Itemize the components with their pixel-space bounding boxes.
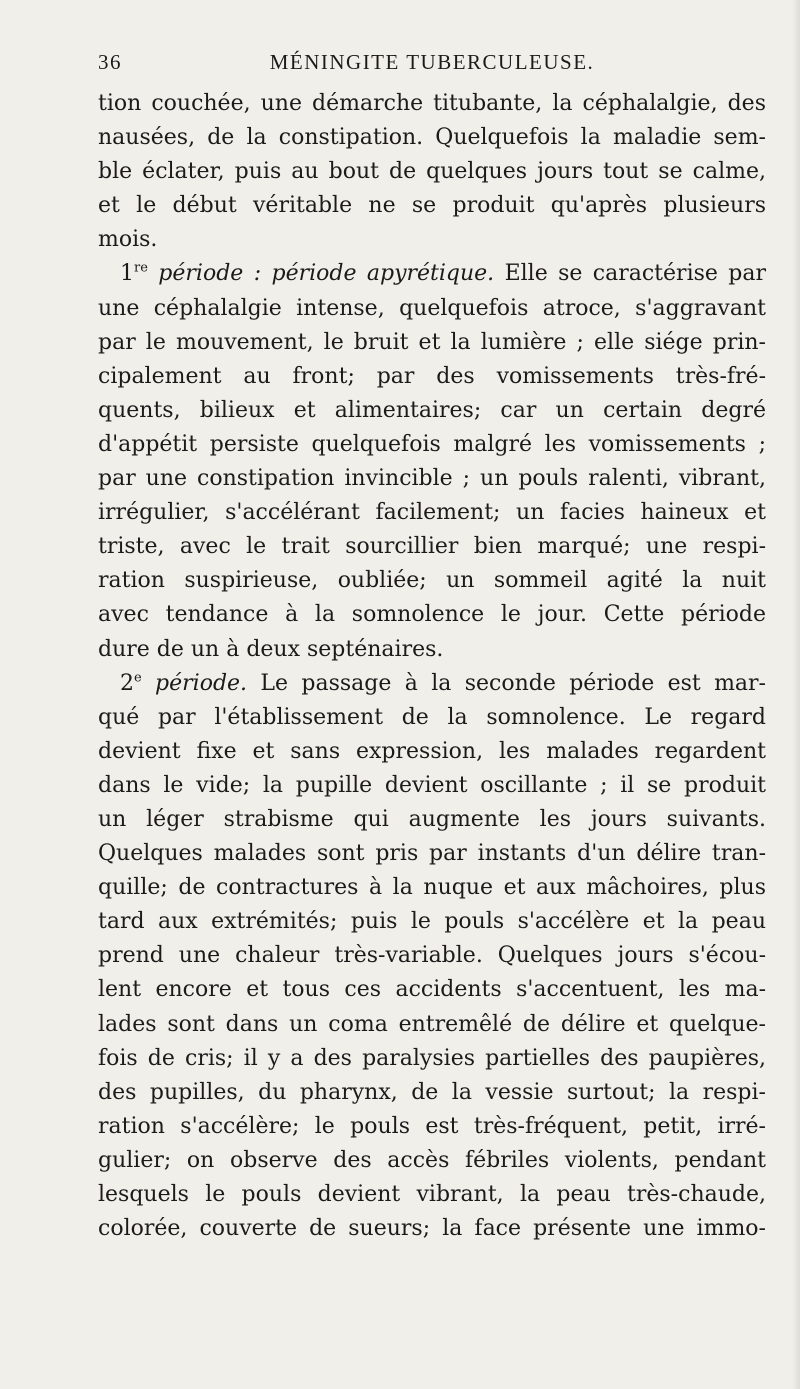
text-line: devient fixe et sans expression, les malades regardent bbox=[98, 738, 766, 764]
text-line: triste, avec le trait sourcillier bien marqué; une respi- bbox=[98, 534, 766, 560]
page-edge-shadow bbox=[792, 0, 800, 1389]
text-line: une céphalalgie intense, quelquefois atroce, s'aggravant bbox=[98, 295, 766, 321]
text-line: quents, bilieux et alimentaires; car un certain degré bbox=[98, 397, 766, 423]
text-line: par une constipation invincible ; un pouls ralenti, vibrant, bbox=[98, 466, 766, 492]
text-line: lades sont dans un coma entremêlé de délire et quelque- bbox=[98, 1011, 766, 1037]
text-line: ration s'accélère; le pouls est très-fréquent, petit, irré- bbox=[98, 1113, 766, 1139]
text-line: d'appétit persiste quelquefois malgré les vomissements ; bbox=[98, 431, 766, 457]
text-line: lesquels le pouls devient vibrant, la peau très-chaude, bbox=[98, 1182, 766, 1207]
text-line: des pupilles, du pharynx, de la vessie surtout; la respi- bbox=[98, 1079, 766, 1105]
text-line: ble éclater, puis au bout de quelques jours tout se calme, bbox=[98, 159, 766, 185]
section-number: 1 bbox=[120, 261, 134, 287]
text-line: lent encore et tous ces accidents s'accentuent, les ma- bbox=[98, 977, 766, 1003]
text-line: nausées, de la constipation. Quelquefois la maladie sem- bbox=[98, 125, 766, 151]
text-line bbox=[98, 257, 766, 291]
text-line: cipalement au front; par des vomissements très-fré- bbox=[98, 363, 766, 389]
text-line: un léger strabisme qui augmente les jours suivants. bbox=[98, 806, 766, 832]
text-line: dans le vide; la pupille devient oscillante ; il se produit bbox=[98, 772, 766, 798]
page-number: 36 bbox=[98, 50, 122, 74]
section-number: 2 bbox=[120, 670, 134, 696]
text-line: irrégulier, s'accélérant facilement; un facies haineux et bbox=[98, 500, 766, 526]
running-title: MÉNINGITE TUBERCULEUSE. bbox=[269, 50, 595, 74]
text-line: avec tendance à la somnolence le jour. Cette période bbox=[98, 602, 766, 628]
text-line: mois. bbox=[98, 227, 158, 253]
text-line: dure de un à deux septénaires. bbox=[98, 636, 444, 662]
text-line: ration suspirieuse, oubliée; un sommeil agité la nuit bbox=[98, 568, 766, 594]
ordinal-suffix: re bbox=[134, 261, 148, 277]
section-text: Le passage à la seconde période est mar- bbox=[247, 670, 766, 696]
text-line bbox=[98, 667, 766, 701]
section-heading: période : période apyrétique. bbox=[147, 261, 495, 287]
text-line: prend une chaleur très-variable. Quelques jours s'écou- bbox=[98, 943, 766, 969]
section-heading: période. bbox=[141, 670, 248, 696]
text-line: tard aux extrémités; puis le pouls s'accélère et la peau bbox=[98, 909, 766, 935]
text-line: quille; de contractures à la nuque et aux mâchoires, plus bbox=[98, 875, 766, 901]
ordinal-suffix: e bbox=[134, 670, 142, 686]
running-head bbox=[98, 50, 766, 80]
text-line: colorée, couverte de sueurs; la face présente une immo- bbox=[98, 1216, 766, 1242]
body-text bbox=[98, 87, 766, 1246]
text-line: tion couchée, une démarche titubante, la céphalalgie, des bbox=[98, 91, 766, 116]
text-line: fois de cris; il y a des paralysies partielles des paupières, bbox=[98, 1045, 766, 1071]
text-line: par le mouvement, le bruit et la lumière ; elle siége prin- bbox=[98, 329, 766, 355]
text-line: gulier; on observe des accès fébriles violents, pendant bbox=[98, 1147, 766, 1173]
text-line: Quelques malades sont pris par instants d'un délire tran- bbox=[98, 841, 766, 867]
text-line: qué par l'établissement de la somnolence. Le regard bbox=[98, 704, 766, 730]
text-line: et le début véritable ne se produit qu'après plusieurs bbox=[98, 193, 766, 219]
section-text: Elle se caractérise par bbox=[494, 261, 767, 287]
